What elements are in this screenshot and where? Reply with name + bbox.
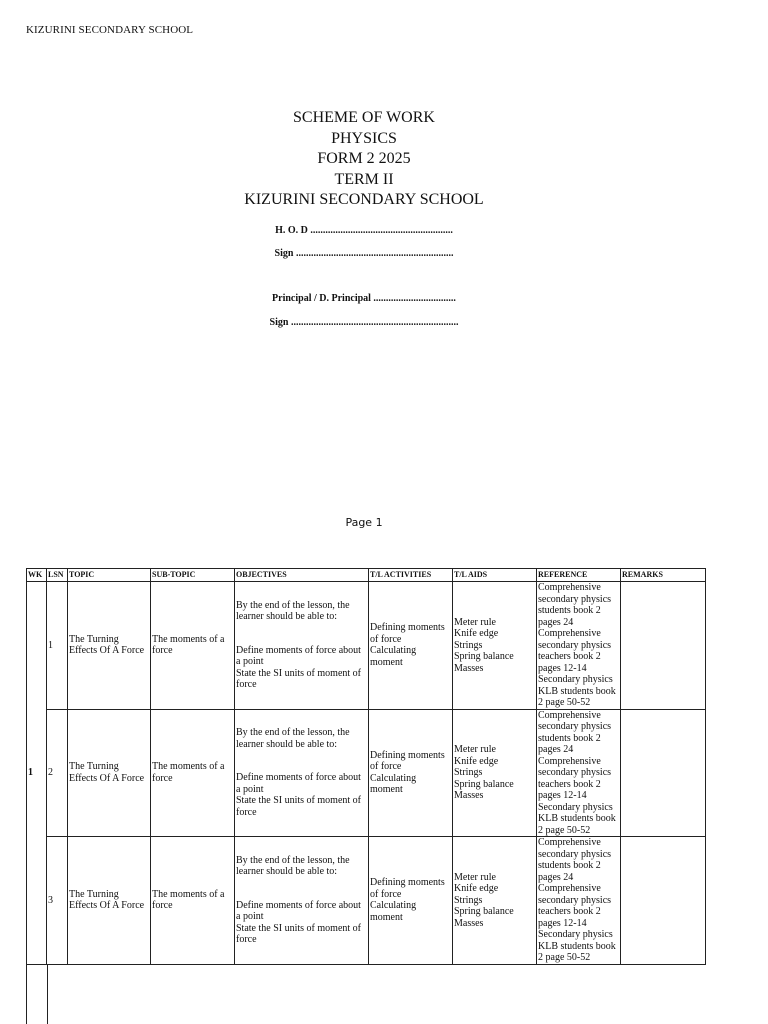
aid-item: Strings [454,639,483,651]
reference-item: Secondary physics KLB students book 2 page 50-52 [538,801,616,836]
aids-cell [453,837,537,965]
aid-item: Masses [454,790,484,801]
table-header-row [27,569,706,582]
aid-item: Masses [454,917,484,929]
activity-item: Calculating moment [370,645,417,668]
objective-item: Define moments of force about a point [236,644,361,668]
hod-sign-line: Sign ............................................................... [274,248,454,259]
objective-item: Define moments of force about a point [236,772,361,795]
remarks-cell [621,837,706,965]
activities-cell [369,837,453,965]
week-cell: 1 [27,582,47,965]
document-title [0,108,728,211]
objectives-intro: By the end of the lesson, the learner should be able to: [236,727,350,750]
subtopic-cell: The moments of a force [151,709,235,837]
aid-item: Meter rule [454,616,496,628]
activity-item: Defining moments of force [370,877,445,900]
aids-cell [453,582,537,710]
objectives-intro: By the end of the lesson, the learner should be able to: [236,854,350,878]
header-lsn: LSN [47,569,68,582]
objective-item: State the SI units of moment of force [236,795,361,818]
activities-cell [369,709,453,837]
activities-cell [369,582,453,710]
remarks-cell [621,582,706,710]
header-remarks: REMARKS [621,569,706,582]
aid-item: Knife edge [454,628,499,639]
reference-item: Comprehensive secondary physics students book 2 pages 24 [538,582,612,628]
header-topic: TOPIC [68,569,151,582]
reference-item: Comprehensive secondary physics teachers book 2 pages 12-14 [538,755,612,801]
topic-cell: The Turning Effects Of A Force [68,582,151,710]
reference-item: Secondary physics KLB students book 2 page 50-52 [538,674,616,708]
activity-item: Defining moments of force [370,622,445,645]
subtopic-cell: The moments of a force [151,582,235,710]
aids-cell [453,709,537,837]
scheme-of-work-table [26,568,706,965]
lsn-cell: 1 [47,582,68,710]
objectives-cell [235,837,369,965]
reference-cell [537,709,621,837]
table-row [27,709,706,837]
title-line-school: KIZURINI SECONDARY SCHOOL [244,191,484,208]
activity-item: Calculating moment [370,772,417,796]
title-line-subject: PHYSICS [331,129,397,147]
objectives-intro: By the end of the lesson, the learner should be able to: [236,599,350,623]
aid-item: Meter rule [454,744,496,755]
objective-item: State the SI units of moment of force [236,667,361,691]
lsn-cell: 3 [47,837,68,965]
aid-item: Strings [454,767,483,778]
table-continuation-rule [47,965,48,1024]
title-line-form: FORM 2 2025 [317,150,411,167]
table-row [27,837,706,965]
header-school-name: KIZURINI SECONDARY SCHOOL [26,24,194,36]
header-reference: REFERENCE [537,569,621,582]
page-number: Page 1 [345,516,383,529]
reference-item: Comprehensive secondary physics teachers book 2 pages 12-14 [538,628,612,674]
lsn-cell: 2 [47,709,68,837]
header-subtopic: SUB-TOPIC [151,569,235,582]
header-aids: T/L AIDS [453,569,537,582]
activity-item: Defining moments of force [370,749,445,773]
principal-sign-line: Sign ................................................................... [269,317,459,328]
header-wk: WK [27,569,47,582]
subtopic-cell: The moments of a force [151,837,235,965]
activity-item: Calculating moment [370,900,417,923]
table-continuation-rule [26,965,27,1024]
reference-item: Secondary physics KLB students book 2 page 50-52 [538,929,616,963]
reference-item: Comprehensive secondary physics teachers book 2 pages 12-14 [538,883,612,929]
aid-item: Spring balance [454,906,514,917]
aid-item: Meter rule [454,871,496,883]
table-row [27,582,706,710]
reference-cell [537,582,621,710]
aid-item: Knife edge [454,883,499,894]
reference-item: Comprehensive secondary physics students book 2 pages 24 [538,837,612,883]
title-line-term: TERM II [334,170,394,188]
objectives-cell [235,709,369,837]
remarks-cell [621,709,706,837]
topic-cell: The Turning Effects Of A Force [68,709,151,837]
title-line-scheme: SCHEME OF WORK [293,109,435,126]
objective-item: Define moments of force about a point [236,899,361,923]
aid-item: Spring balance [454,651,514,662]
aid-item: Spring balance [454,778,514,790]
objectives-cell [235,582,369,710]
header-objectives: OBJECTIVES [235,569,369,582]
principal-signature-line: Principal / D. Principal ................................. [272,293,456,304]
aid-item: Strings [454,894,483,906]
header-activities: T/L ACTIVITIES [369,569,453,582]
aid-item: Masses [454,662,484,674]
topic-cell: The Turning Effects Of A Force [68,837,151,965]
reference-item: Comprehensive secondary physics students book 2 pages 24 [538,709,612,755]
reference-cell [537,837,621,965]
aid-item: Knife edge [454,755,499,767]
objective-item: State the SI units of moment of force [236,922,361,946]
hod-signature-line: H. O. D ......................................................... [275,225,453,236]
